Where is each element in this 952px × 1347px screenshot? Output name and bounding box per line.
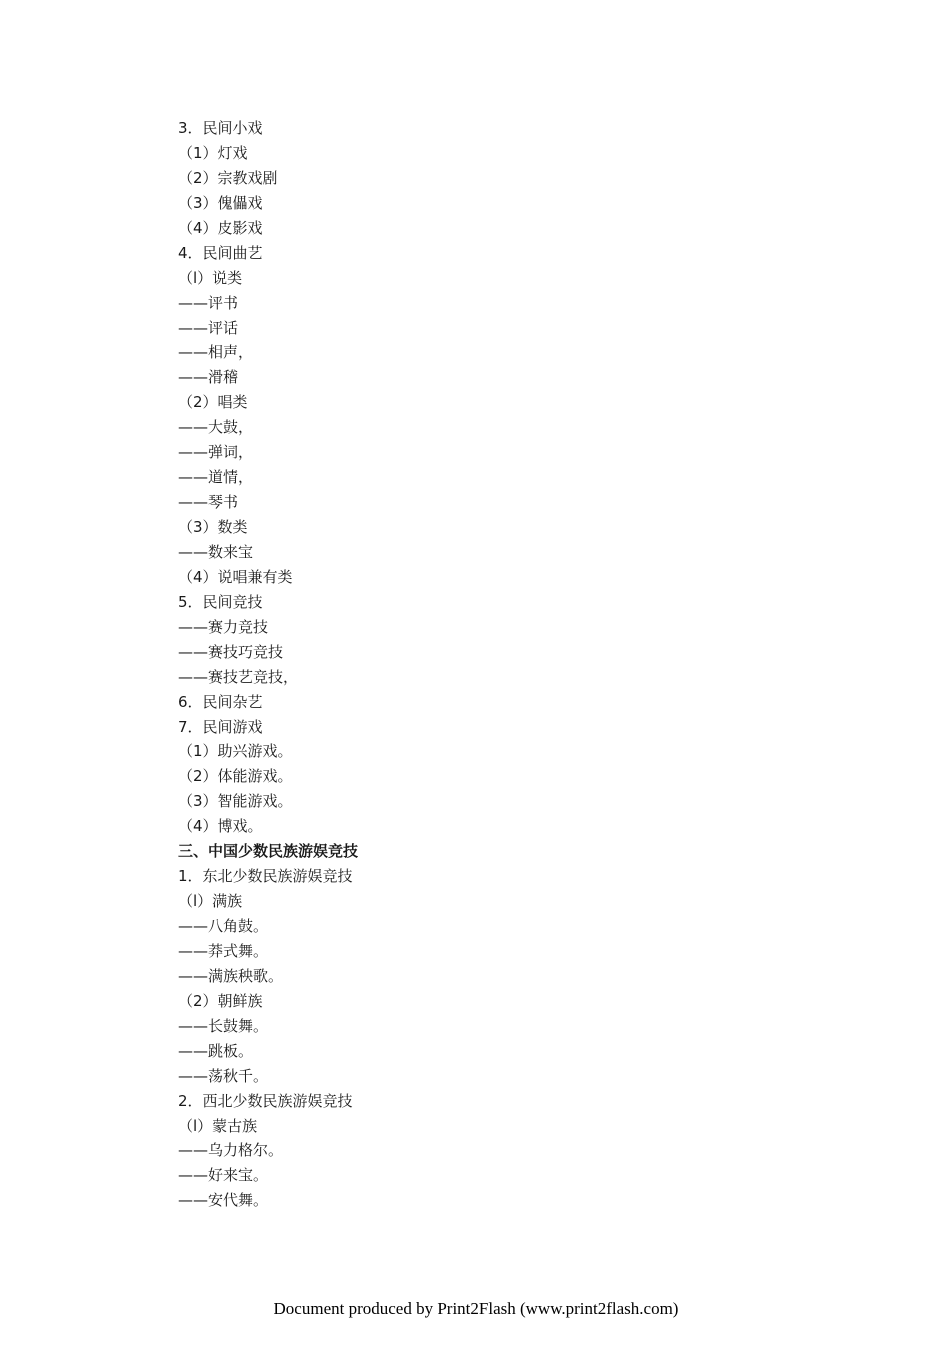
text-line: ——评话 bbox=[178, 318, 239, 337]
text-line: ——乌力格尔。 bbox=[178, 1141, 284, 1160]
text-line: ——满族秧歌。 bbox=[178, 966, 284, 985]
text-line: ——滑稽 bbox=[178, 368, 239, 387]
text-line: （3）数类 bbox=[178, 518, 248, 536]
document-body bbox=[178, 116, 778, 1213]
text-line: （l）满族 bbox=[178, 892, 243, 911]
text-line: （2）唱类 bbox=[178, 393, 248, 412]
text-line: （4）皮影戏 bbox=[178, 218, 263, 237]
text-line: ——道情， bbox=[178, 468, 254, 487]
text-line: （3）智能游戏。 bbox=[178, 792, 293, 811]
text-line: 7．民间游戏 bbox=[178, 717, 263, 736]
text-line: ——大鼓， bbox=[178, 418, 254, 437]
text-line: ——数来宝 bbox=[178, 542, 254, 561]
text-line: （4）博戏。 bbox=[178, 817, 263, 836]
text-line: ——赛力竞技 bbox=[178, 617, 269, 636]
text-line: ——荡秋千。 bbox=[178, 1066, 269, 1085]
text-line: ——长鼓舞。 bbox=[178, 1016, 269, 1035]
text-line: 3．民间小戏 bbox=[178, 119, 263, 137]
text-line: （1）助兴游戏。 bbox=[178, 742, 293, 761]
text-line: 6．民间杂艺 bbox=[178, 692, 263, 711]
page-footer: Document produced by Print2Flash (www.print2flash.com) bbox=[273, 1299, 679, 1318]
text-line: ——评书 bbox=[178, 293, 239, 312]
text-line: ——赛技巧竞技 bbox=[178, 642, 284, 661]
text-line: 2．西北少数民族游娱竞技 bbox=[178, 1091, 353, 1110]
text-line: ——安代舞。 bbox=[178, 1191, 269, 1210]
text-line: （2）体能游戏。 bbox=[178, 767, 293, 786]
text-line: （3）傀儡戏 bbox=[178, 193, 263, 212]
text-line: （4）说唱兼有类 bbox=[178, 567, 293, 586]
section-heading: 三、中国少数民族游娱竞技 bbox=[178, 842, 359, 861]
text-line: 4．民间曲艺 bbox=[178, 243, 263, 262]
text-line: ——莽式舞。 bbox=[178, 941, 269, 960]
text-line: （1）灯戏 bbox=[178, 143, 248, 162]
text-line: ——赛技艺竞技， bbox=[178, 667, 299, 686]
text-line: ——弹词， bbox=[178, 443, 254, 462]
text-line: 1．东北少数民族游娱竞技 bbox=[178, 867, 353, 886]
text-line: （2）朝鲜族 bbox=[178, 991, 263, 1010]
text-line: ——八角鼓。 bbox=[178, 917, 269, 935]
text-line: （l）蒙古族 bbox=[178, 1116, 258, 1135]
text-line: （l）说类 bbox=[178, 268, 243, 287]
text-line: ——相声， bbox=[178, 343, 254, 362]
text-line: ——琴书 bbox=[178, 493, 239, 512]
text-line: ——跳板。 bbox=[178, 1041, 254, 1060]
text-line: （2）宗教戏剧 bbox=[178, 168, 278, 187]
text-line: 5．民间竞技 bbox=[178, 592, 263, 611]
text-line: ——好来宝。 bbox=[178, 1166, 269, 1185]
